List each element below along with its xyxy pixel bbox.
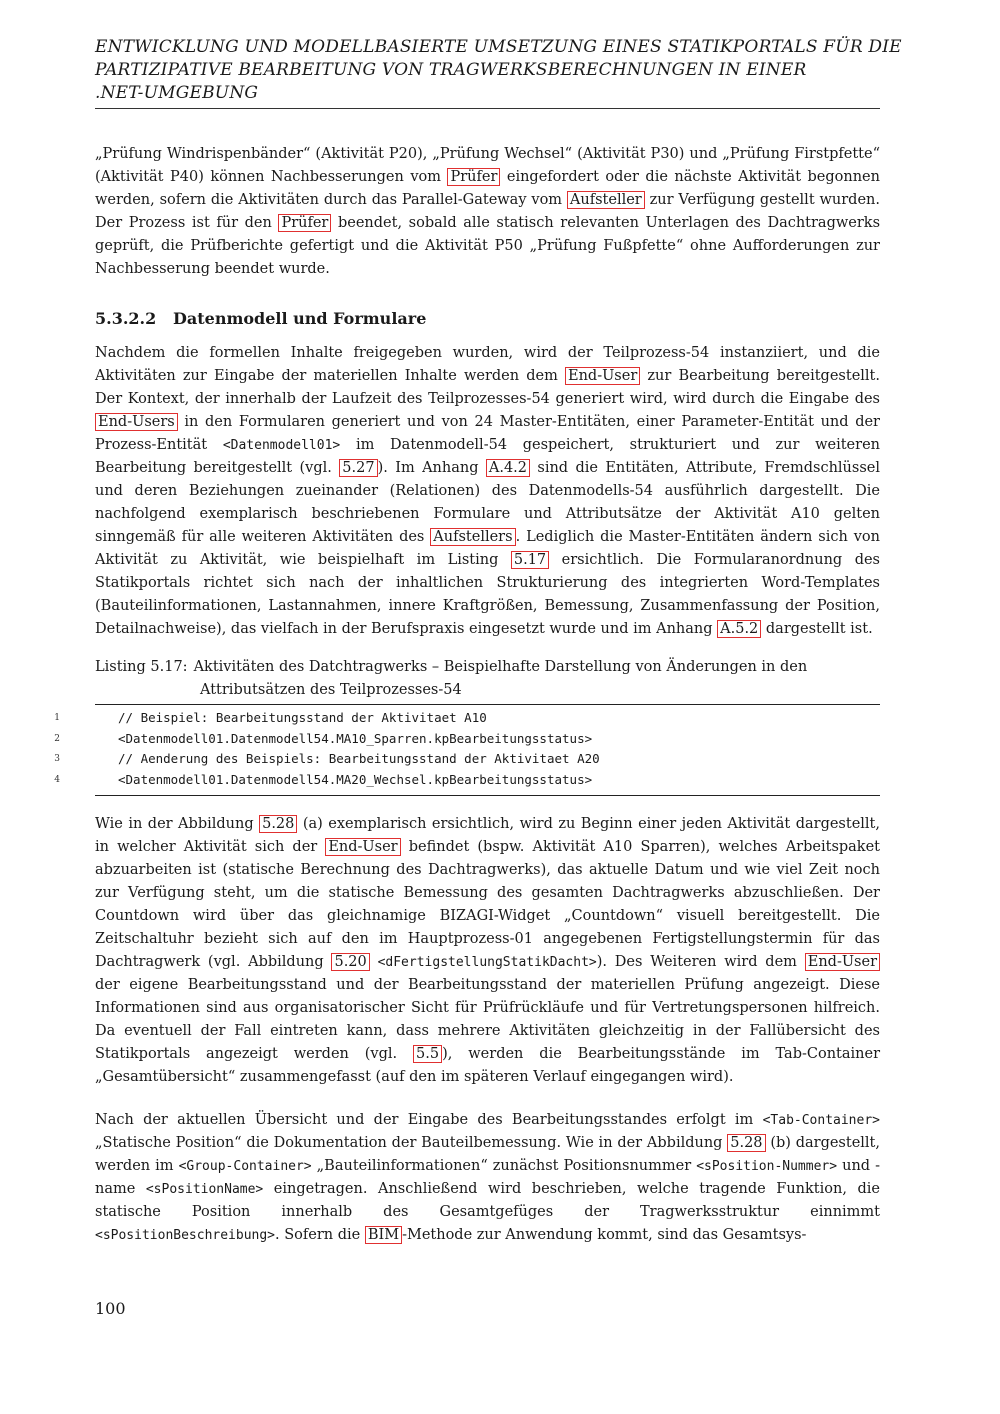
ref-link-a-4-2[interactable]: A.4.2 bbox=[486, 459, 530, 477]
line-number: 3 bbox=[54, 754, 60, 764]
glossary-link-end-user[interactable]: End-User bbox=[325, 838, 400, 856]
code-sposition-nummer: <sPosition-Nummer> bbox=[696, 1159, 838, 1174]
code-group-container: <Group-Container> bbox=[178, 1159, 312, 1174]
header-line-2: PARTIZIPATIVE BEARBEITUNG VON TRAGWERKSBERECHNUNGEN IN EINER bbox=[95, 60, 807, 80]
code-spositionname: <sPositionName> bbox=[145, 1182, 264, 1197]
code-line: 1 // Beispiel: Bearbeitungsstand der Aktivitaet A10 bbox=[95, 708, 880, 729]
code-spositionbeschreibung: <sPositionBeschreibung> bbox=[95, 1228, 276, 1243]
glossary-link-bim[interactable]: BIM bbox=[365, 1226, 402, 1244]
line-number: 4 bbox=[54, 774, 60, 785]
line-number: 1 bbox=[54, 713, 60, 723]
page-number: 100 bbox=[95, 1299, 126, 1318]
section-title: Datenmodell und Formulare bbox=[173, 309, 427, 328]
section-heading bbox=[95, 307, 880, 331]
glossary-link-pruefer[interactable]: Prüfer bbox=[447, 168, 500, 186]
glossary-link-pruefer[interactable]: Prüfer bbox=[278, 214, 331, 232]
code-line: 3 // Aenderung des Beispiels: Bearbeitungsstand der Aktivitaet A20 bbox=[95, 749, 880, 770]
ref-link-5-28[interactable]: 5.28 bbox=[259, 815, 297, 833]
ref-link-listing-5-17[interactable]: 5.17 bbox=[511, 551, 549, 569]
listing-caption-line-2: Attributsätzen des Teilprozesses-54 bbox=[200, 682, 462, 698]
glossary-link-end-user[interactable]: End-User bbox=[805, 953, 880, 971]
header-line-1: ENTWICKLUNG UND MODELLBASIERTE UMSETZUNG EINES STATIKPORTALS FÜR DIE bbox=[95, 37, 902, 57]
listing-caption bbox=[95, 656, 880, 679]
code-dfertigstellung: <dFertigstellungStatikDacht> bbox=[377, 955, 597, 970]
ref-link-5-20[interactable]: 5.20 bbox=[331, 953, 369, 971]
ref-link-5-27[interactable]: 5.27 bbox=[339, 459, 377, 477]
code-tab-container: <Tab-Container> bbox=[762, 1113, 880, 1128]
running-header bbox=[95, 36, 902, 109]
ref-link-5-28[interactable]: 5.28 bbox=[727, 1134, 765, 1152]
header-line-3: .NET-UMGEBUNG bbox=[95, 83, 259, 103]
glossary-link-aufstellers[interactable]: Aufstellers bbox=[430, 528, 515, 546]
glossary-link-end-user[interactable]: End-User bbox=[565, 367, 640, 385]
paragraph-pruefung: „Prüfung Windrispenbänder“ (Aktivität P20), „Prüfung Wechsel“ (Aktivität P30) und „Prüfung Firstpfette“ (Aktivität P40) können Nachbesserungen vom Prüfer eingefordert oder die nächste Aktivität begonnen werden, sofern die Aktivitäten durch das Parallel-Gateway vom Aufsteller zur Verfügung gestellt wurden. Der Prozess ist für den Prüfer beendet, sobald alle statisch relevanten Unterlagen des Dachtragwerks geprüft, die Prüfberichte gefertigt und die Aktivität P50 „Prüfung Fußpfette“ ohne Aufforderungen zur Nachbesserung beendet wurde. bbox=[95, 146, 881, 277]
listing-caption-line-1: Aktivitäten des Datchtragwerks – Beispielhafte Darstellung von Änderungen in den bbox=[193, 659, 808, 675]
glossary-link-end-users[interactable]: End-Users bbox=[95, 413, 178, 431]
code-listing bbox=[54, 704, 880, 796]
line-number: 2 bbox=[54, 733, 60, 744]
ref-link-5-5[interactable]: 5.5 bbox=[413, 1045, 442, 1063]
section-number: 5.3.2.2 bbox=[95, 309, 157, 328]
ref-link-a-5-2[interactable]: A.5.2 bbox=[717, 620, 761, 638]
code-datenmodell01: <Datenmodell01> bbox=[222, 438, 341, 453]
paragraph-datenmodell: Nachdem die formellen Inhalte freigegeben wurden, wird der Teilprozess-54 instanziiert, und die Aktivitäten zur Eingabe der materiellen Inhalte werden dem End-User zur Bearbeitung bereitgestellt. Der Kontext, der innerhalb der Laufzeit des Teilprozesses-54 generiert wird, wird durch die Eingabe des End-Users in den Formularen generiert und von 24 Master-Entitäten, einer Parameter-Entität und der Prozess-Entität <Datenmodell01> im Datenmodell-54 gespeichert, strukturiert und zur weiteren Bearbeitung bereitgestellt (vgl. 5.27 ). Im Anhang A.4.2 sind die Entitäten, Attribute, Fremdschlüssel und deren Beziehungen zueinander (Relationen) des Datenmodells-54 ausführlich dargestellt. Die nachfolgend exemplarisch beschriebenen Formulare und Attributsätze der Aktivität A10 gelten sinngemäß für alle weiteren Aktivitäten des Aufstellers . Lediglich die Master-Entitäten ändern sich von Aktivität zu Aktivität, wie beispielhaft im Listing 5.17 ersichtlich. Die Formularanordnung des Statikportals richtet sich nach der inhaltlichen Strukturierung des integrierten Word-Templates (Bauteilinformationen, Lastannahmen, innere Kraftgrößen, Bemessung, Zusammenfassung der Position, Detailnachweise), das vielfach in der Berufspraxis eingesetzt wurde und im Anhang A.5.2 dargestellt ist. bbox=[95, 345, 881, 637]
glossary-link-aufsteller[interactable]: Aufsteller bbox=[567, 191, 645, 209]
paragraph-statische-position: Nach der aktuellen Übersicht und der Eingabe des Bearbeitungsstandes erfolgt im <Tab-Container> „Statische Position“ die Dokumentation der Bauteilbemessung. Wie in der Abbildung 5.28 (b) dargestellt, werden im <Group-Container> „Bauteilinformationen“ zunächst Positionsnummer <sPosition-Nummer> und -name <sPositionName> eingetragen. Anschließend wird beschrieben, welche tragende Funktion, die statische Position innerhalb des Gesamtgefüges der Tragwerksstruktur einnimmt <sPositionBeschreibung>. Sofern die BIM -Methode zur Anwendung kommt, sind das Gesamtsys- bbox=[95, 1112, 880, 1243]
page-content bbox=[54, 36, 902, 1247]
paragraph-abbildung: Wie in der Abbildung 5.28 (a) exemplarisch ersichtlich, wird zu Beginn einer jeden Aktivität dargestellt, in welcher Aktivität sich der End-User befindet (bspw. Aktivität A10 Sparren), welches Arbeitspaket abzuarbeiten ist (statische Berechnung des Dachtragwerks), das aktuelle Datum und wie viel Zeit noch zur Verfügung steht, um die statische Bemessung des gesamten Dachtragwerks abzuschließen. Der Countdown wird über das gleichnamige BIZAGI-Widget „Countdown“ visuell bereitgestellt. Die Zeitschaltuhr bezieht sich auf den im Hauptprozess-01 angegebenen Fertigstellungstermin für das Dachtragwerk (vgl. Abbildung 5.20 <dFertigstellungStatikDacht>). Des Weiteren wird dem End-User der eigene Bearbeitungsstand und der Bearbeitungsstand der materiellen Prüfung angezeigt. Diese Informationen sind aus organisatorischer Sicht für Prüfrückläufe und für Vertretungspersonen hilfreich. Da eventuell der Fall eintreten kann, dass mehrere Aktivitäten gleichzeitig in der Fallübersicht des Statikportals angezeigt werden (vgl. 5.5 ), werden die Bearbeitungsstände im Tab-Container „Gesamtübersicht“ zusammengefasst (auf den im späteren Verlauf eingegangen wird). bbox=[95, 816, 881, 1085]
listing-label: Listing 5.17: bbox=[95, 659, 188, 675]
code-line: 4 <Datenmodell01.Datenmodell54.MA20_Wechsel.kpBearbeitungsstatus> bbox=[95, 770, 880, 791]
code-line: 2 <Datenmodell01.Datenmodell54.MA10_Sparren.kpBearbeitungsstatus> bbox=[95, 729, 880, 750]
